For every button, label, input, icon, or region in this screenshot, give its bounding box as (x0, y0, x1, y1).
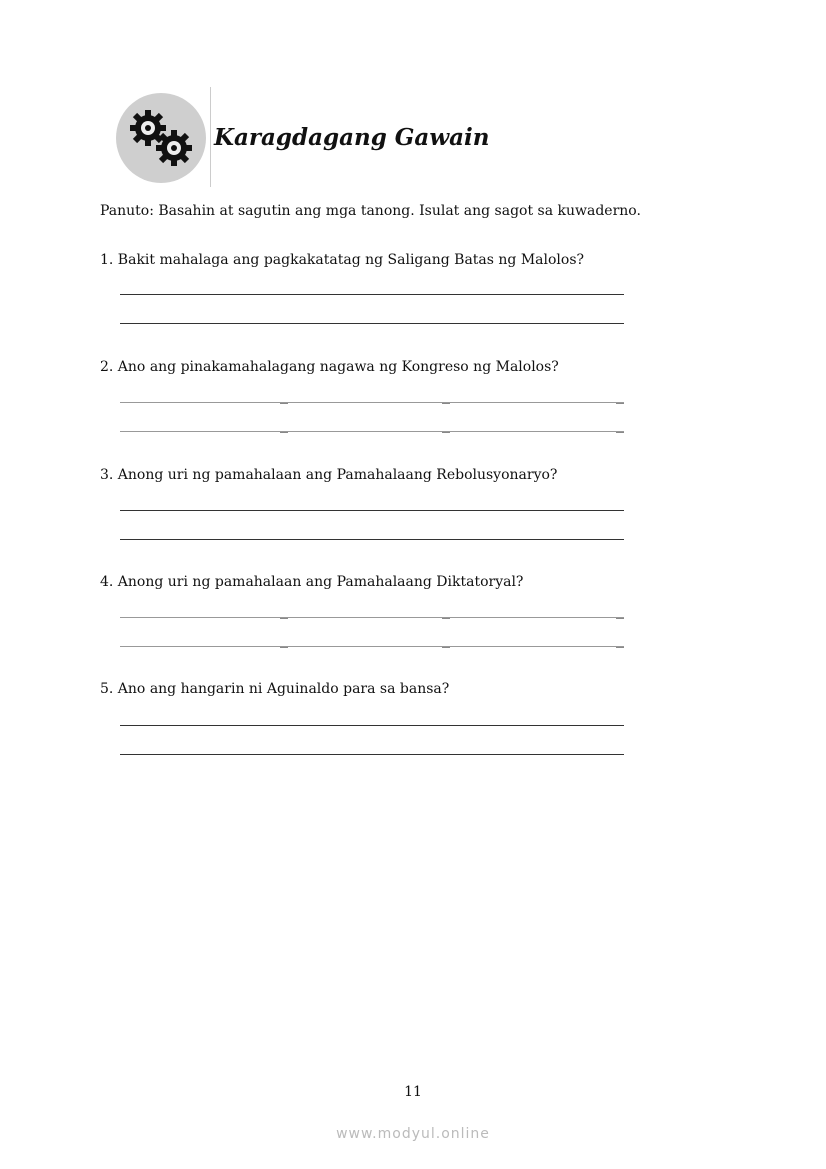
page-number: 11 (404, 1084, 422, 1100)
answer-line[interactable] (120, 725, 624, 726)
instructions: Panuto: Basahin at sagutin ang mga tanong. Isulat ang sagot sa kuwaderno. (100, 203, 641, 219)
answer-line[interactable] (120, 617, 624, 618)
answer-line[interactable] (120, 646, 624, 647)
question-2: 2. Ano ang pinakamahalagang nagawa ng Kongreso ng Malolos? (100, 359, 559, 375)
answer-line[interactable] (120, 510, 624, 511)
question-5: 5. Ano ang hangarin ni Aguinaldo para sa bansa? (100, 681, 450, 697)
answer-line[interactable] (120, 431, 624, 432)
answer-line[interactable] (120, 294, 624, 295)
answer-line[interactable] (120, 323, 624, 324)
answer-line[interactable] (120, 402, 624, 403)
gears-icon (116, 93, 206, 183)
header-divider (210, 87, 211, 187)
section-title: Karagdagang Gawain (214, 124, 490, 151)
question-4: 4. Anong uri ng pamahalaan ang Pamahalaang Diktatoryal? (100, 574, 524, 590)
answer-line[interactable] (120, 754, 624, 755)
watermark: www.modyul.online (336, 1126, 490, 1142)
question-1: 1. Bakit mahalaga ang pagkakatatag ng Saligang Batas ng Malolos? (100, 252, 585, 268)
question-3: 3. Anong uri ng pamahalaan ang Pamahalaang Rebolusyonaryo? (100, 467, 558, 483)
answer-line[interactable] (120, 539, 624, 540)
